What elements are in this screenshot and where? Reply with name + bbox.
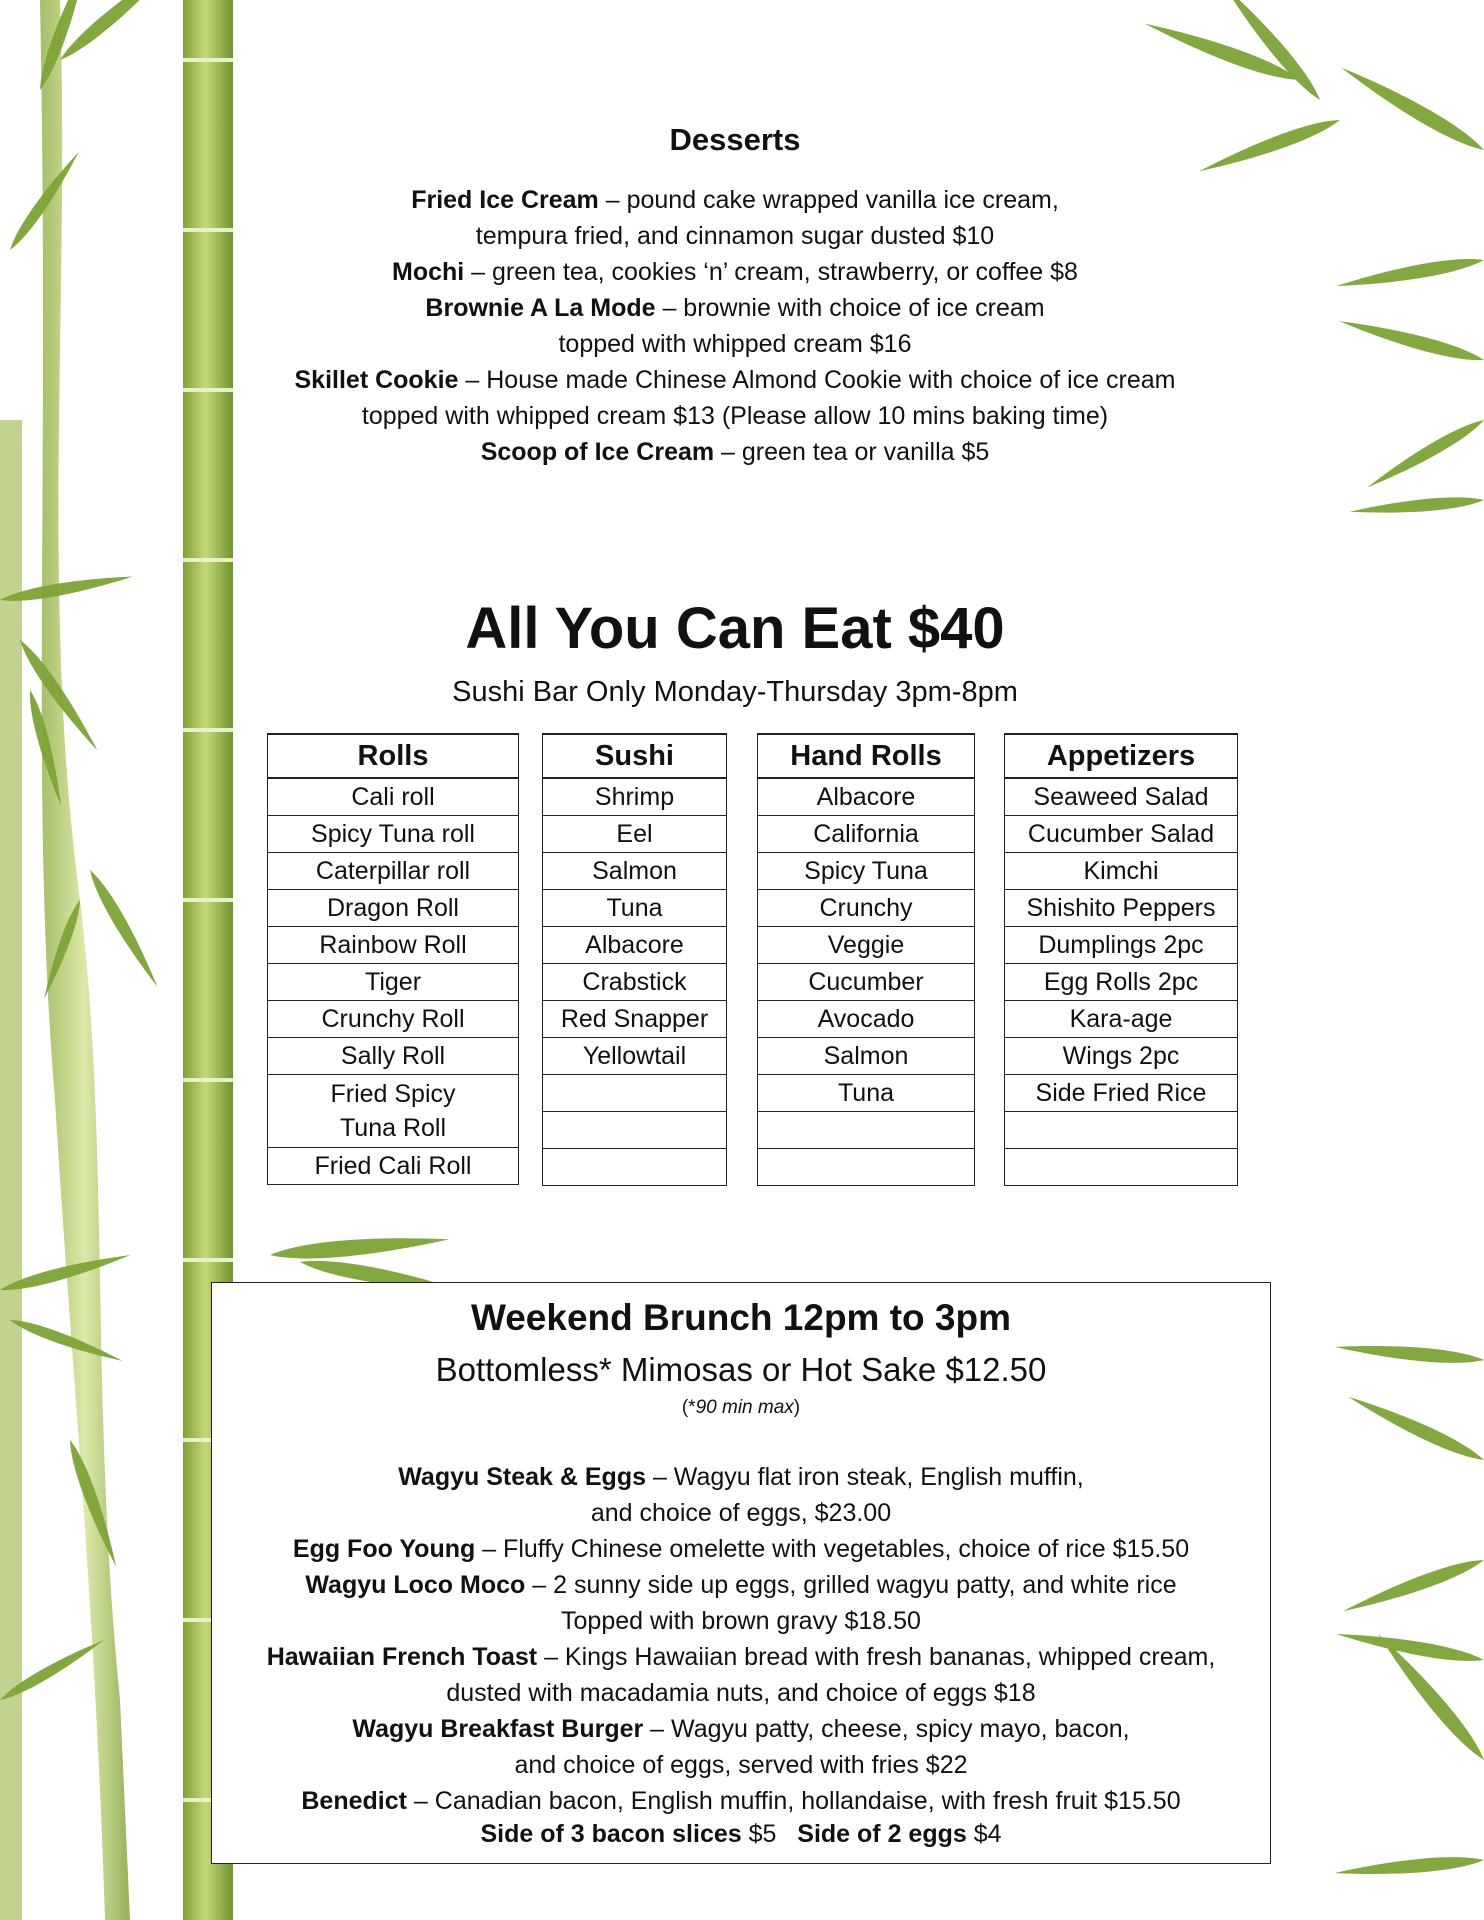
brunch-line bbox=[212, 1495, 1270, 1531]
brunch-line-item-name: Wagyu Breakfast Burger bbox=[352, 1715, 644, 1743]
brunch-sides bbox=[212, 1816, 1270, 1852]
table-row bbox=[543, 816, 727, 853]
menu-item-cell: Rainbow Roll bbox=[268, 927, 519, 964]
brunch-line bbox=[212, 1675, 1270, 1711]
dessert-line bbox=[260, 398, 1210, 434]
menu-item-cell: Egg Rolls 2pc bbox=[1005, 964, 1238, 1001]
brunch-line-item-name: Benedict bbox=[301, 1787, 407, 1815]
menu-item-cell: Veggie bbox=[758, 927, 975, 964]
side-bacon-label: Side of 3 bacon slices bbox=[480, 1820, 742, 1848]
side-bacon-price: $5 bbox=[741, 1820, 777, 1848]
side-eggs-price: $4 bbox=[966, 1820, 1002, 1848]
brunch-line-description: – Fluffy Chinese omelette with vegetables, choice of rice $15.50 bbox=[475, 1535, 1190, 1563]
menu-item-cell: Cali roll bbox=[268, 778, 519, 816]
menu-item-cell: Wings 2pc bbox=[1005, 1038, 1238, 1075]
menu-item-cell: Salmon bbox=[543, 853, 727, 890]
menu-item-cell: Spicy Tuna bbox=[758, 853, 975, 890]
table-row bbox=[268, 816, 519, 853]
dessert-line bbox=[260, 326, 1210, 362]
table-row bbox=[268, 927, 519, 964]
menu-item-cell bbox=[758, 1149, 975, 1186]
brunch-line-item-name: Wagyu Loco Moco bbox=[305, 1571, 526, 1599]
brunch-line-description: dusted with macadamia nuts, and choice of eggs $18 bbox=[446, 1679, 1036, 1707]
menu-item-cell: Spicy Tuna roll bbox=[268, 816, 519, 853]
note-close: ) bbox=[793, 1397, 801, 1418]
menu-item-cell: California bbox=[758, 816, 975, 853]
brunch-subheading: Bottomless* Mimosas or Hot Sake $12.50 bbox=[435, 1351, 1047, 1388]
menu-item-cell: Dragon Roll bbox=[268, 890, 519, 927]
menu-item-cell: Albacore bbox=[758, 778, 975, 816]
dessert-line bbox=[260, 182, 1210, 218]
table-row bbox=[1005, 927, 1238, 964]
dessert-line-description: – pound cake wrapped vanilla ice cream, bbox=[598, 186, 1059, 214]
dessert-line bbox=[260, 362, 1210, 398]
menu-item-cell: Side Fried Rice bbox=[1005, 1075, 1238, 1112]
note-open: (* bbox=[681, 1397, 696, 1418]
brunch-line-description: – Canadian bacon, English muffin, hollandaise, with fresh fruit $15.50 bbox=[406, 1787, 1181, 1815]
menu-item-cell: Shishito Peppers bbox=[1005, 890, 1238, 927]
brunch-line-description: – Kings Hawaiian bread with fresh bananas, whipped cream, bbox=[537, 1643, 1216, 1671]
sushi-table bbox=[542, 733, 727, 1186]
desserts-list bbox=[260, 182, 1210, 470]
table-row bbox=[1005, 1149, 1238, 1186]
column-header: Appetizers bbox=[1005, 734, 1238, 778]
table-row bbox=[1005, 1001, 1238, 1038]
brunch-line bbox=[212, 1459, 1270, 1495]
menu-item-cell: Seaweed Salad bbox=[1005, 778, 1238, 816]
column-header: Rolls bbox=[268, 734, 519, 778]
dessert-line-description: topped with whipped cream $16 bbox=[558, 330, 912, 358]
dessert-line-description: tempura fried, and cinnamon sugar dusted $10 bbox=[475, 222, 995, 250]
dessert-line-item-name: Mochi bbox=[392, 258, 465, 286]
table-row bbox=[543, 927, 727, 964]
menu-item-cell bbox=[1005, 1112, 1238, 1149]
desserts-heading: Desserts bbox=[669, 122, 801, 157]
dessert-line-description: – green tea, cookies ‘n’ cream, strawberry, or coffee $8 bbox=[464, 258, 1078, 286]
dessert-line bbox=[260, 254, 1210, 290]
table-row bbox=[1005, 1038, 1238, 1075]
table-row bbox=[758, 1075, 975, 1112]
brunch-line bbox=[212, 1711, 1270, 1747]
dessert-line-item-name: Scoop of Ice Cream bbox=[480, 438, 715, 466]
brunch-box bbox=[211, 1282, 1271, 1864]
brunch-line-item-name: Egg Foo Young bbox=[292, 1535, 476, 1563]
table-row bbox=[268, 964, 519, 1001]
brunch-heading: Weekend Brunch 12pm to 3pm bbox=[470, 1297, 1012, 1338]
menu-item-cell: Shrimp bbox=[543, 778, 727, 816]
dessert-line-description: – House made Chinese Almond Cookie with choice of ice cream bbox=[458, 366, 1176, 394]
menu-item-cell: Tiger bbox=[268, 964, 519, 1001]
ayce-subtitle: Sushi Bar Only Monday-Thursday 3pm-8pm bbox=[452, 676, 1018, 708]
menu-item-cell: Albacore bbox=[543, 927, 727, 964]
table-row bbox=[268, 853, 519, 890]
table-row bbox=[543, 964, 727, 1001]
menu-item-cell: Dumplings 2pc bbox=[1005, 927, 1238, 964]
table-row bbox=[543, 890, 727, 927]
appetizers-table bbox=[1004, 733, 1238, 1186]
dessert-line bbox=[260, 434, 1210, 470]
brunch-line bbox=[212, 1531, 1270, 1567]
table-row bbox=[268, 1038, 519, 1075]
menu-item-cell: Tuna bbox=[758, 1075, 975, 1112]
brunch-line-description: and choice of eggs, $23.00 bbox=[590, 1499, 892, 1527]
table-row bbox=[543, 853, 727, 890]
menu-item-cell: Cucumber Salad bbox=[1005, 816, 1238, 853]
table-row bbox=[758, 778, 975, 816]
table-row bbox=[268, 1001, 519, 1038]
dessert-line-item-name: Fried Ice Cream bbox=[411, 186, 599, 214]
menu-item-cell: Kimchi bbox=[1005, 853, 1238, 890]
table-row bbox=[543, 1038, 727, 1075]
note-italic: 90 min max bbox=[695, 1397, 794, 1418]
menu-item-cell: Tuna bbox=[543, 890, 727, 927]
table-row bbox=[758, 1001, 975, 1038]
brunch-line bbox=[212, 1747, 1270, 1783]
table-row bbox=[758, 1112, 975, 1149]
dessert-line-item-name: Brownie A La Mode bbox=[425, 294, 656, 322]
menu-item-cell bbox=[543, 1149, 727, 1186]
brunch-line bbox=[212, 1567, 1270, 1603]
table-row bbox=[1005, 890, 1238, 927]
menu-item-cell bbox=[543, 1075, 727, 1112]
table-row bbox=[268, 1148, 519, 1185]
dessert-line-description: topped with whipped cream $13 (Please allow 10 mins baking time) bbox=[361, 402, 1109, 430]
brunch-line-description: Topped with brown gravy $18.50 bbox=[561, 1607, 921, 1635]
table-row bbox=[543, 1112, 727, 1149]
brunch-line bbox=[212, 1639, 1270, 1675]
table-row bbox=[268, 890, 519, 927]
table-row bbox=[543, 1149, 727, 1186]
table-row bbox=[1005, 964, 1238, 1001]
ayce-title: All You Can Eat $40 bbox=[465, 596, 1005, 661]
table-row bbox=[1005, 853, 1238, 890]
menu-item-cell bbox=[1005, 1149, 1238, 1186]
brunch-line-description: – Wagyu patty, cheese, spicy mayo, bacon, bbox=[643, 1715, 1130, 1743]
menu-item-cell: Crabstick bbox=[543, 964, 727, 1001]
table-row bbox=[758, 816, 975, 853]
menu-item-cell: Kara-age bbox=[1005, 1001, 1238, 1038]
table-row bbox=[758, 1149, 975, 1186]
menu-item-cell: Yellowtail bbox=[543, 1038, 727, 1075]
table-row bbox=[543, 1001, 727, 1038]
dessert-line-description: – green tea or vanilla $5 bbox=[714, 438, 990, 466]
table-row bbox=[1005, 816, 1238, 853]
hand-rolls-table bbox=[757, 733, 975, 1186]
column-header: Hand Rolls bbox=[758, 734, 975, 778]
brunch-line-description: – Wagyu flat iron steak, English muffin, bbox=[646, 1463, 1084, 1491]
brunch-note bbox=[212, 1397, 1270, 1419]
side-eggs-label: Side of 2 eggs bbox=[797, 1820, 967, 1848]
table-row bbox=[758, 964, 975, 1001]
dessert-line bbox=[260, 218, 1210, 254]
brunch-line-item-name: Hawaiian French Toast bbox=[266, 1643, 538, 1671]
column-header: Sushi bbox=[543, 734, 727, 778]
brunch-line-item-name: Wagyu Steak & Eggs bbox=[398, 1463, 647, 1491]
brunch-line-description: and choice of eggs, served with fries $22 bbox=[514, 1751, 968, 1779]
menu-item-cell: Fried Cali Roll bbox=[268, 1148, 519, 1185]
table-row bbox=[758, 927, 975, 964]
dessert-line-description: – brownie with choice of ice cream bbox=[655, 294, 1045, 322]
menu-item-cell: Crunchy bbox=[758, 890, 975, 927]
dessert-line-item-name: Skillet Cookie bbox=[294, 366, 459, 394]
menu-item-cell bbox=[758, 1112, 975, 1149]
menu-item-cell: Avocado bbox=[758, 1001, 975, 1038]
rolls-table bbox=[267, 733, 519, 1185]
menu-item-cell: Cucumber bbox=[758, 964, 975, 1001]
menu-item-cell: Crunchy Roll bbox=[268, 1001, 519, 1038]
table-row bbox=[1005, 1075, 1238, 1112]
menu-item-cell: Sally Roll bbox=[268, 1038, 519, 1075]
table-row bbox=[268, 778, 519, 816]
menu-item-cell: Eel bbox=[543, 816, 727, 853]
table-row bbox=[1005, 1112, 1238, 1149]
menu-item-cell bbox=[543, 1112, 727, 1149]
table-row bbox=[758, 853, 975, 890]
brunch-list bbox=[212, 1459, 1270, 1819]
menu-item-cell: Red Snapper bbox=[543, 1001, 727, 1038]
brunch-line bbox=[212, 1603, 1270, 1639]
brunch-line-description: – 2 sunny side up eggs, grilled wagyu patty, and white rice bbox=[525, 1571, 1177, 1599]
table-row bbox=[1005, 778, 1238, 816]
table-row bbox=[543, 1075, 727, 1112]
table-row bbox=[543, 778, 727, 816]
table-row bbox=[268, 1075, 519, 1148]
table-row bbox=[758, 1038, 975, 1075]
dessert-line bbox=[260, 290, 1210, 326]
menu-item-cell: Salmon bbox=[758, 1038, 975, 1075]
brunch-line bbox=[212, 1783, 1270, 1819]
menu-item-cell: Fried Spicy Tuna Roll bbox=[268, 1075, 519, 1148]
menu-item-cell: Caterpillar roll bbox=[268, 853, 519, 890]
table-row bbox=[758, 890, 975, 927]
